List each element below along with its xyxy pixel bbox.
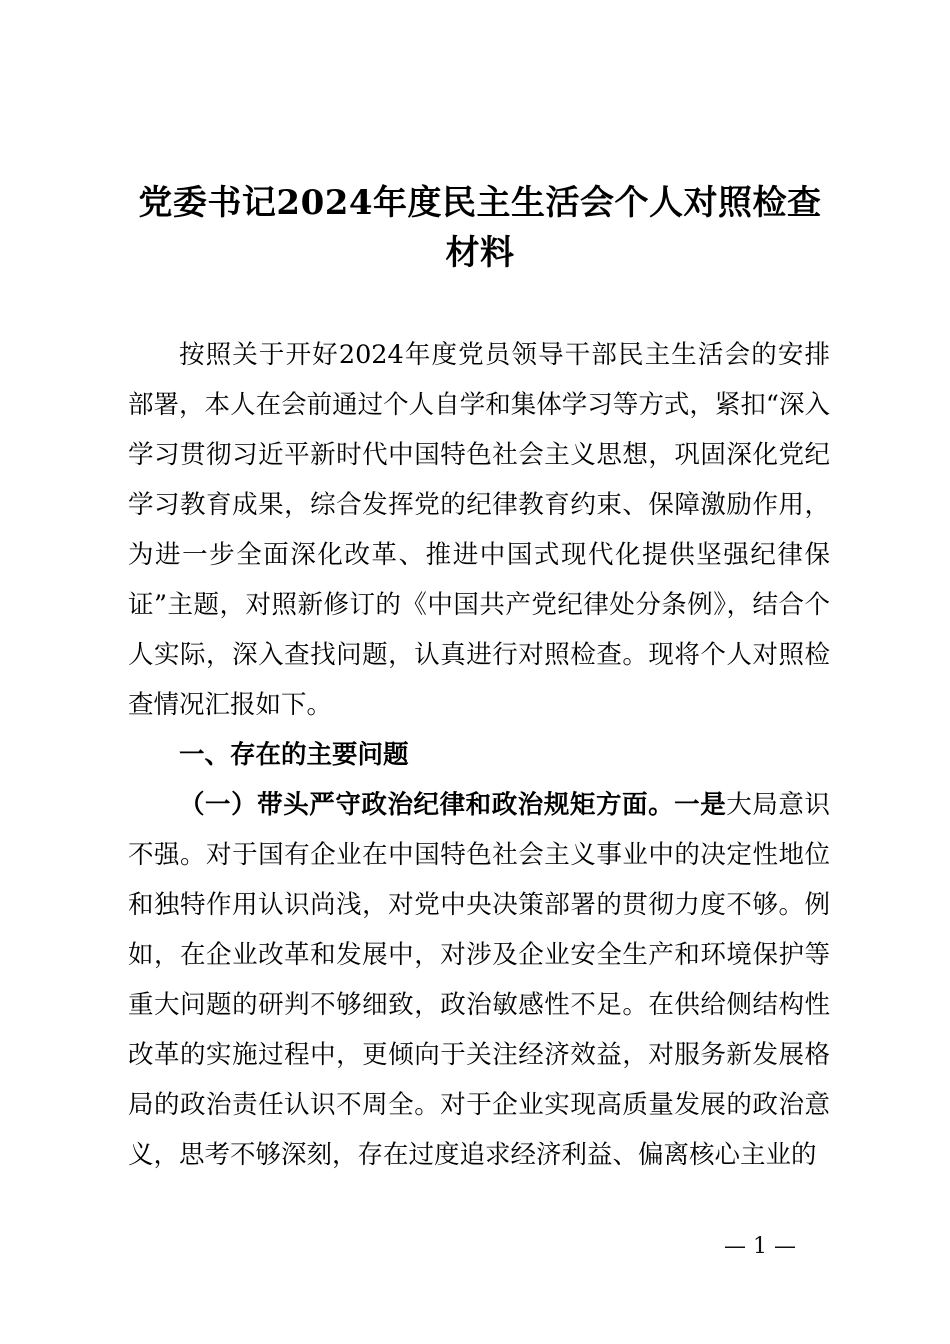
page-number: — 1 — xyxy=(724,1234,796,1259)
document-title xyxy=(120,178,840,278)
title-line-2: 材料 xyxy=(445,233,515,273)
subsection-body: 大局意识不强。对于国有企业在中国特色社会主义事业中的决定性地位和独特作用认识尚浅，对党中央决策部署的贯彻力度不够。例如，在企业改革和发展中，对涉及企业安全生产和环境保护等重大问题的研判不够细致，政治敏感性不足。在供给侧结构性改革的实施过程中，更倾向于关注经济效益，对服务新发展格局的政治责任认识不周全。对于企业实现高质量发展的政治意义，思考不够深刻，存在过度追求经济利益、偏离核心主业的 xyxy=(128,790,830,1170)
subsection-paragraph xyxy=(128,780,830,1180)
section-heading: 一、存在的主要问题 xyxy=(179,740,409,770)
subsection-heading: （一）带头严守政治纪律和政治规矩方面。 xyxy=(179,790,675,820)
intro-paragraph: 按照关于开好2024年度党员领导干部民主生活会的安排部署，本人在会前通过个人自学和集体学习等方式，紧扣“深入学习贯彻习近平新时代中国特色社会主义思想，巩固深化党纪学习教育成果，综合发挥党的纪律教育约束、保障激励作用，为进一步全面深化改革、推进中国式现代化提供坚强纪律保证”主题，对照新修订的《中国共产党纪律处分条例》，结合个人实际，深入查找问题，认真进行对照检查。现将个人对照检查情况汇报如下。 xyxy=(128,340,830,720)
title-line-1: 党委书记2024年度民主生活会个人对照检查 xyxy=(138,183,822,223)
document-body xyxy=(128,330,830,1180)
subsection-lead: 一是 xyxy=(674,790,727,820)
